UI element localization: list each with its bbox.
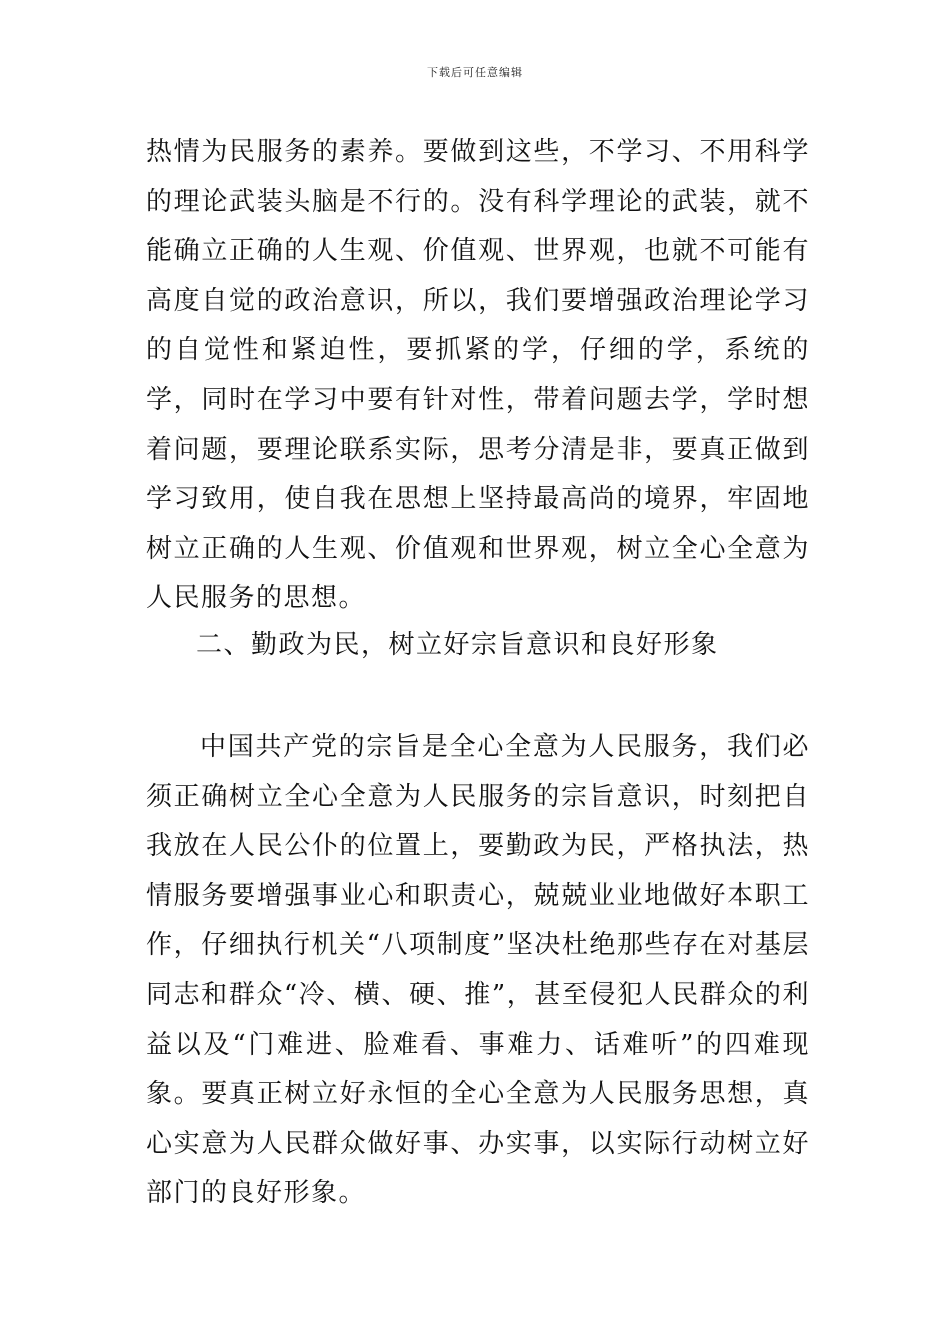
body-paragraph-1: 热情为民服务的素养。要做到这些，不学习、不用科学的理论武装头脑是不行的。没有科学理论的武装，就不能确立正确的人生观、价值观、世界观，也就不可能有高度自觉的政治意识，所以，我们要增强政治理论学习的自觉性和紧迫性，要抓紧的学，仔细的学，系统的学，同时在学习中要有针对性，带着问题去学，学时想着问题，要理论联系实际，思考分清是非，要真正做到学习致用，使自我在思想上坚持最高尚的境界，牢固地树立正确的人生观、价值观和世界观，树立全心全意为人民服务的思想。 — [146, 137, 810, 614]
page-header-note: 下载后可任意编辑 — [427, 66, 523, 79]
section-heading: 二、勤政为民，树立好宗旨意识和良好形象 — [196, 630, 719, 660]
body-paragraph-2: 中国共产党的宗旨是全心全意为人民服务，我们必须正确树立全心全意为人民服务的宗旨意识，时刻把自我放在人民公仆的位置上，要勤政为民，严格执法，热情服务要增强事业心和职责心，兢兢业业地做好本职工作，仔细执行机关“八项制度”坚决杜绝那些存在对基层同志和群众“冷、横、硬、推”，甚至侵犯人民群众的利益以及“门难进、脸难看、事难力、话难听”的四难现象。要真正树立好永恒的全心全意为人民服务思想，真心实意为人民群众做好事、办实事，以实际行动树立好部门的良好形象。 — [146, 732, 810, 1209]
